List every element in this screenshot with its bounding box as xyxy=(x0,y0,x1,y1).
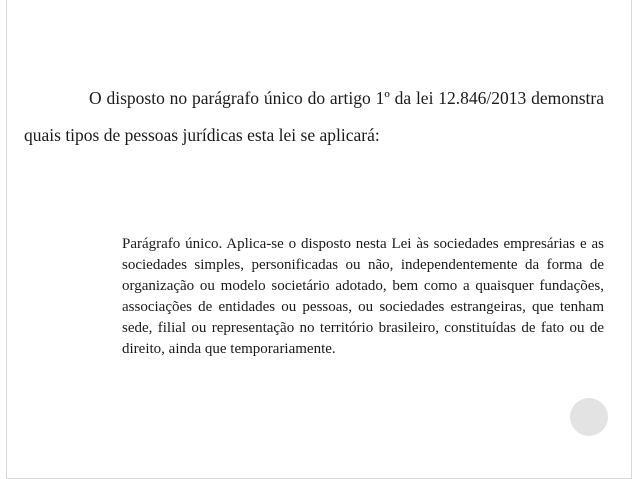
frame-right-border xyxy=(631,0,632,479)
frame-left-border xyxy=(6,0,7,479)
quoted-law-paragraph: Parágrafo único. Aplica-se o disposto nesta Lei às sociedades empresárias e as sociedades simples, personificadas ou não, independentemente da forma de organização ou modelo societário adotado, bem como a quaisquer fundações, associações de entidades ou pessoas, ou sociedades estrangeiras, que tenham sede, filial ou representação no território brasileiro, constituídas de fato ou de direito, ainda que temporariamente. xyxy=(122,236,604,357)
intro-paragraph: O disposto no parágrafo único do artigo 1º da lei 12.846/2013 demonstra quais tipos de pessoas jurídicas esta lei se aplicará: xyxy=(24,88,604,145)
circle-nav-icon[interactable] xyxy=(570,398,608,436)
